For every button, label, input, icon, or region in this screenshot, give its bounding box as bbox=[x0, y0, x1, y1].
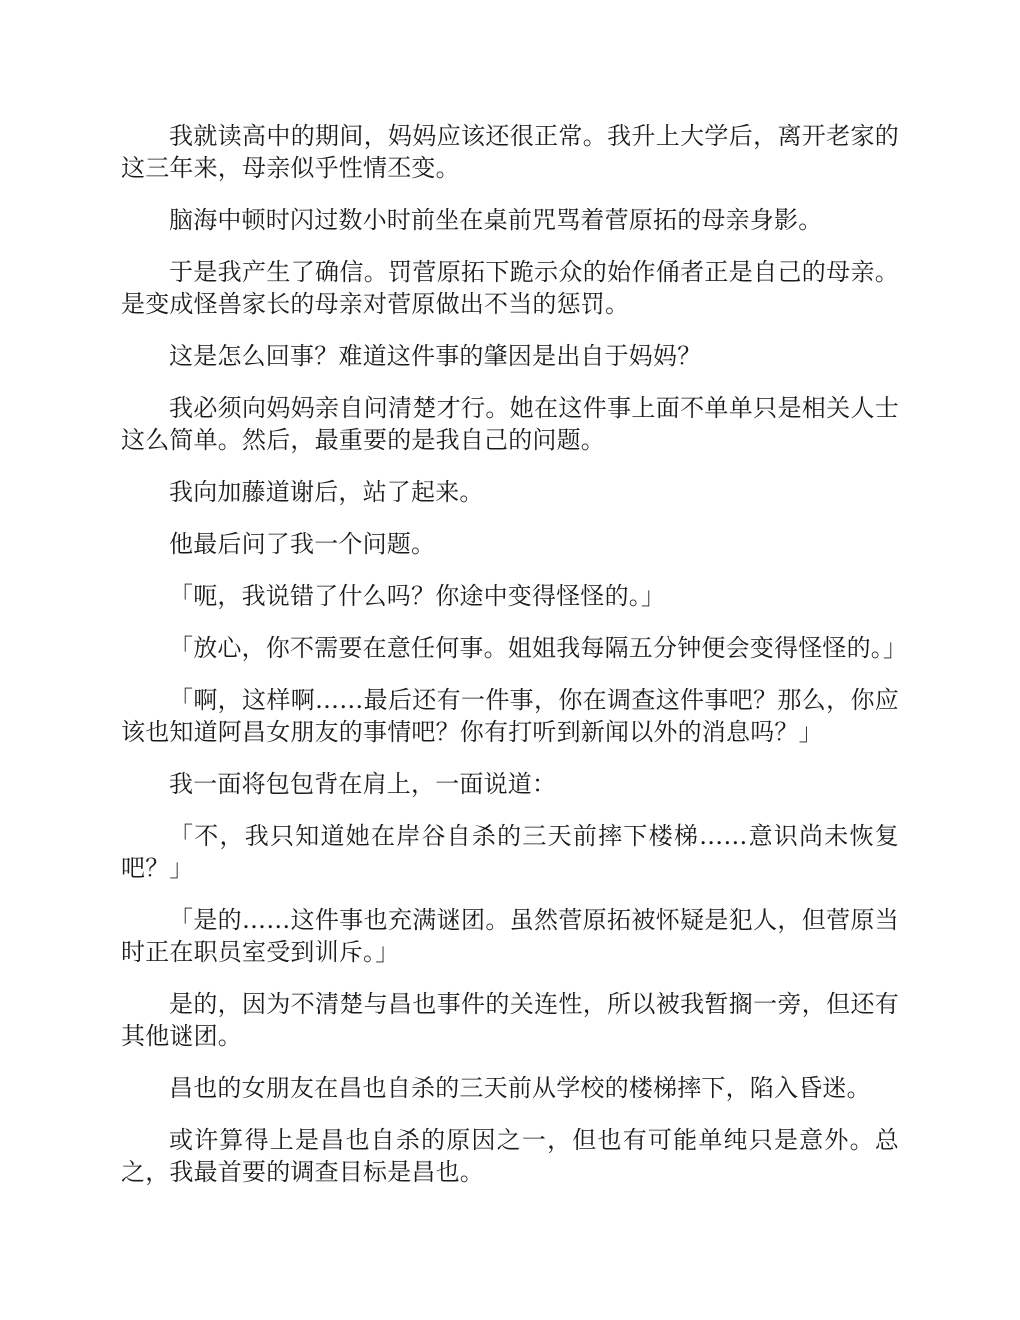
paragraph: 是的，因为不清楚与昌也事件的关连性，所以被我暂搁一旁，但还有其他谜团。 bbox=[121, 990, 899, 1050]
paragraph: 昌也的女朋友在昌也自杀的三天前从学校的楼梯摔下，陷入昏迷。 bbox=[169, 1074, 871, 1102]
paragraph: 我就读高中的期间，妈妈应该还很正常。我升上大学后，离开老家的这三年来，母亲似乎性情丕变。 bbox=[121, 122, 899, 182]
paragraph: 我必须向妈妈亲自问清楚才行。她在这件事上面不单单只是相关人士这么简单。然后，最重要的是我自己的问题。 bbox=[121, 394, 899, 454]
paragraph: 脑海中顿时闪过数小时前坐在桌前咒骂着菅原拓的母亲身影。 bbox=[169, 206, 823, 234]
dialogue-paragraph: 「啊，这样啊……最后还有一件事，你在调查这件事吧？那么，你应该也知道阿昌女朋友的事情吧？你有打听到新闻以外的消息吗？」 bbox=[121, 686, 899, 746]
document-page bbox=[121, 120, 908, 1208]
paragraph: 这是怎么回事？难道这件事的肇因是出自于妈妈？ bbox=[169, 342, 702, 370]
dialogue-paragraph: 「是的……这件事也充满谜团。虽然菅原拓被怀疑是犯人，但菅原当时正在职员室受到训斥。」 bbox=[121, 906, 899, 966]
paragraph: 我一面将包包背在肩上，一面说道： bbox=[169, 770, 557, 798]
paragraph: 或许算得上是昌也自杀的原因之一，但也有可能单纯只是意外。总之，我最首要的调查目标是昌也。 bbox=[121, 1126, 899, 1186]
paragraph: 于是我产生了确信。罚菅原拓下跪示众的始作俑者正是自己的母亲。是变成怪兽家长的母亲对菅原做出不当的惩罚。 bbox=[121, 258, 899, 318]
dialogue-paragraph: 「不，我只知道她在岸谷自杀的三天前摔下楼梯……意识尚未恢复吧？」 bbox=[121, 822, 899, 882]
dialogue-paragraph: 「放心，你不需要在意任何事。姐姐我每隔五分钟便会变得怪怪的。」 bbox=[169, 634, 908, 662]
paragraph: 他最后问了我一个问题。 bbox=[169, 530, 436, 558]
dialogue-paragraph: 「呃，我说错了什么吗？你途中变得怪怪的。」 bbox=[169, 582, 666, 610]
paragraph: 我向加藤道谢后，站了起来。 bbox=[169, 478, 484, 506]
